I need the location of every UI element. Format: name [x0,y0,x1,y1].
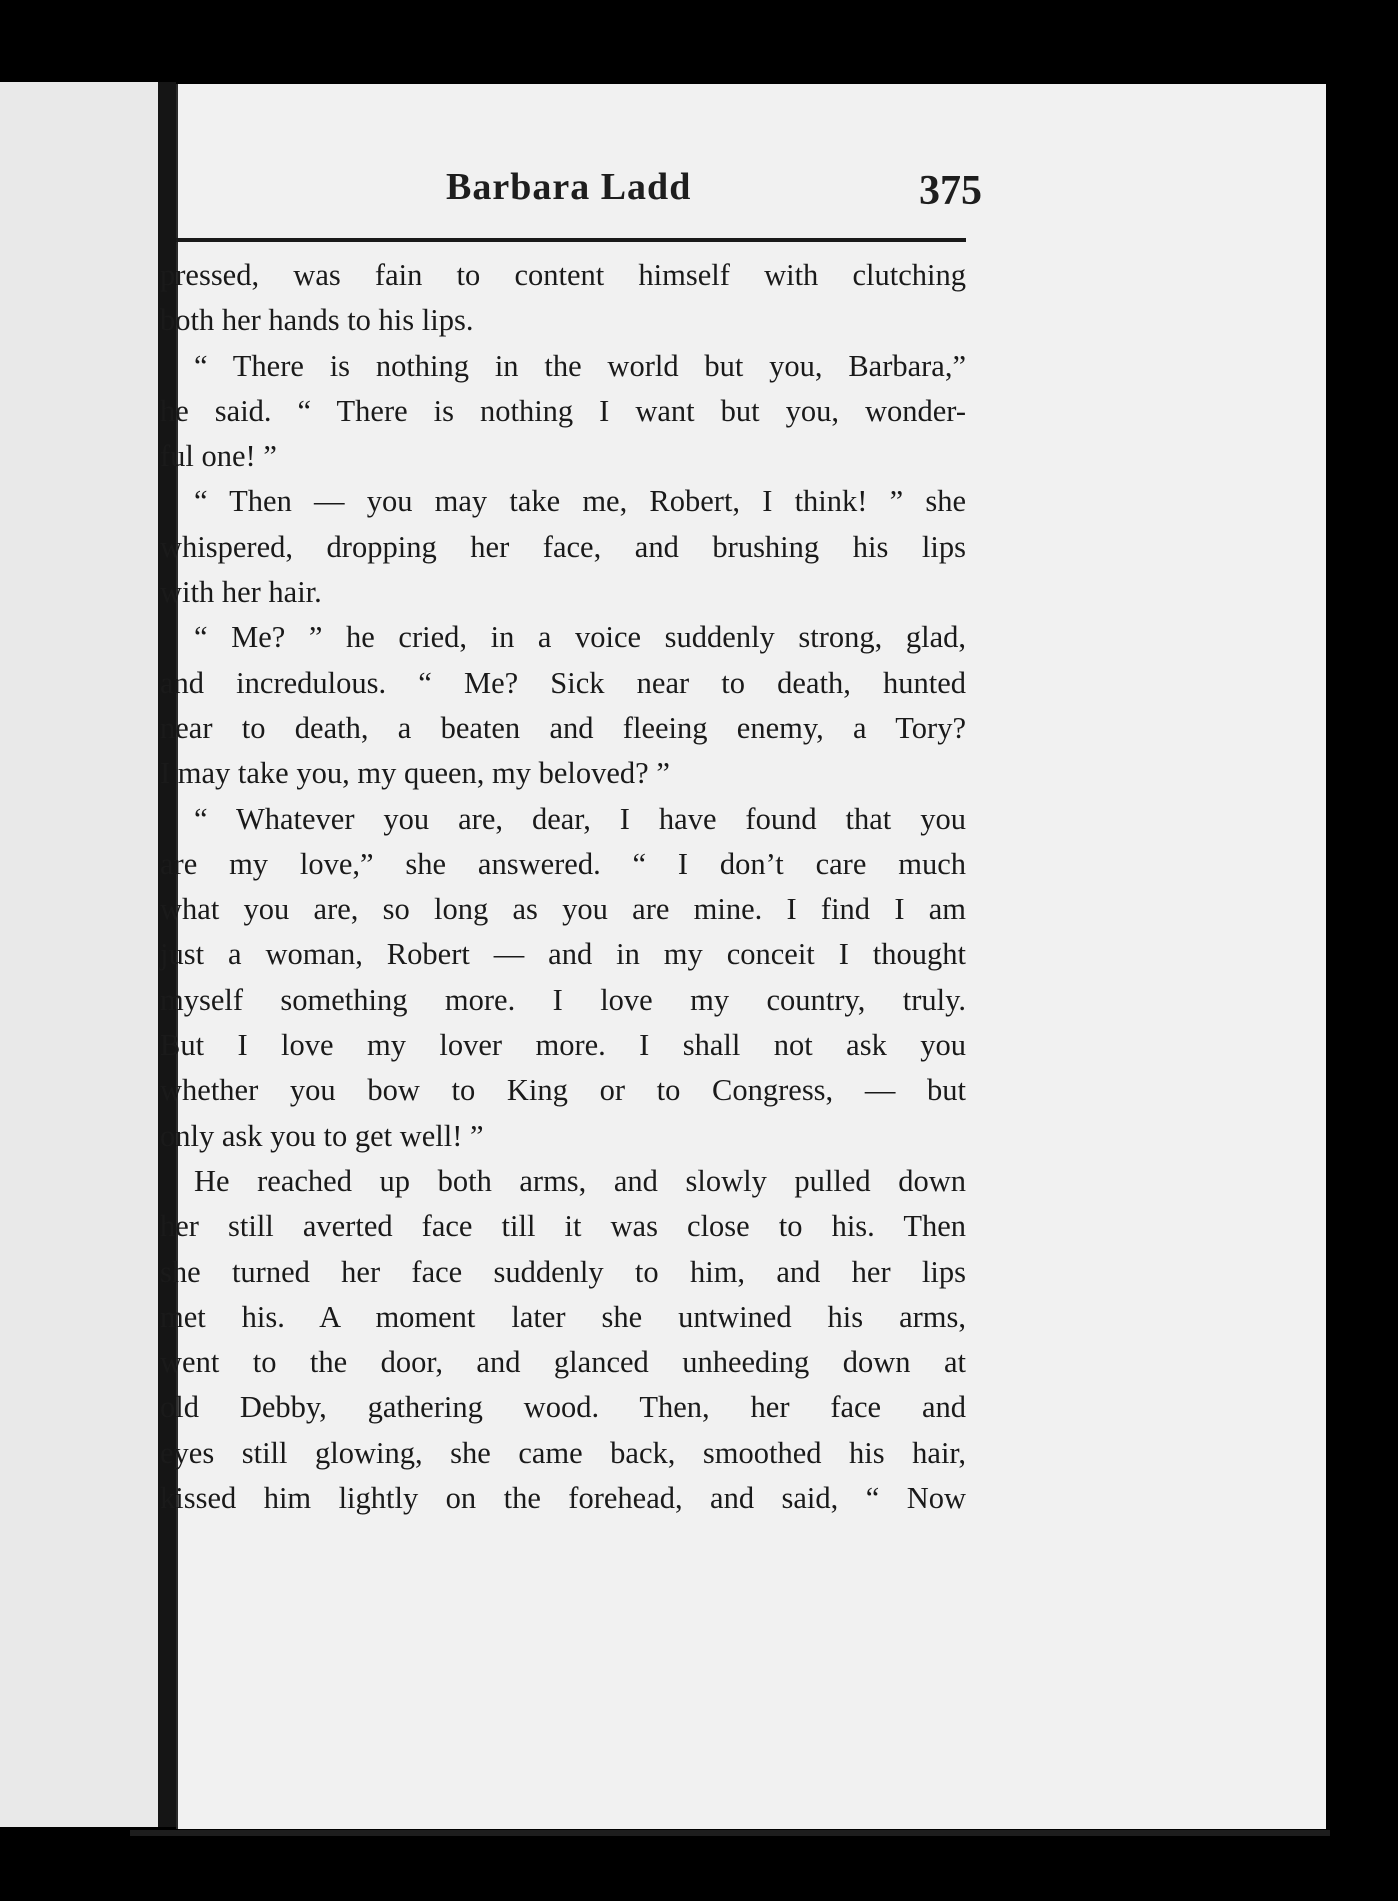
text-line: But I love my lover more. I shall not ask you [160,1028,966,1063]
text-line: he said. “ There is nothing I want but you, wonder- [160,393,966,428]
text-line: pressed, was fain to content himself with clutching [160,258,966,292]
text-line: “ Whatever you are, dear, I have found that you [194,801,966,836]
text-line: old Debby, gathering wood. Then, her face and [160,1390,966,1425]
text-line: with her hair. [160,575,322,610]
page-number: 375 [919,168,982,214]
text-line: are my love,” she answered. “ I don’t care much [160,846,966,881]
text-line: whether you bow to King or to Congress, — but [160,1073,966,1108]
header-rule [176,238,966,242]
text-line: whispered, dropping her face, and brushing his lips [160,529,966,564]
text-line: near to death, a beaten and fleeing enemy, a Tory? [160,710,966,745]
page-header [176,165,982,225]
text-line: what you are, so long as you are mine. I find I am [160,892,966,927]
text-line: and incredulous. “ Me? Sick near to death, hunted [160,665,966,700]
text-line: “ Me? ” he cried, in a voice suddenly strong, glad, [194,620,966,655]
running-title: Barbara Ladd [446,166,692,208]
text-line: kissed him lightly on the forehead, and said, “ Now [160,1481,966,1516]
text-line: her still averted face till it was close to his. Then [160,1209,966,1244]
text-line: eyes still glowing, she came back, smoothed his hair, [160,1435,966,1470]
text-line: ful one! ” [160,439,277,474]
text-line: “ There is nothing in the world but you, Barbara,” [194,348,966,383]
text-line: “ Then — you may take me, Robert, I think! ” she [194,484,966,519]
text-line: she turned her face suddenly to him, and her lips [160,1254,966,1289]
text-line: He reached up both arms, and slowly pulled down [194,1163,966,1198]
text-line: both her hands to his lips. [160,303,474,338]
text-line: only ask you to get well! ” [160,1118,484,1153]
text-line: went to the door, and glanced unheeding down at [160,1345,966,1380]
page-bottom-edge [130,1830,1330,1836]
page-body [160,253,966,1521]
text-line: I may take you, my queen, my beloved? ” [160,756,670,791]
text-line: met his. A moment later she untwined his arms, [160,1299,966,1334]
text-line: myself something more. I love my country, truly. [160,982,966,1017]
left-page-edge [0,82,160,1827]
text-line: just a woman, Robert — and in my conceit I thought [160,937,966,972]
